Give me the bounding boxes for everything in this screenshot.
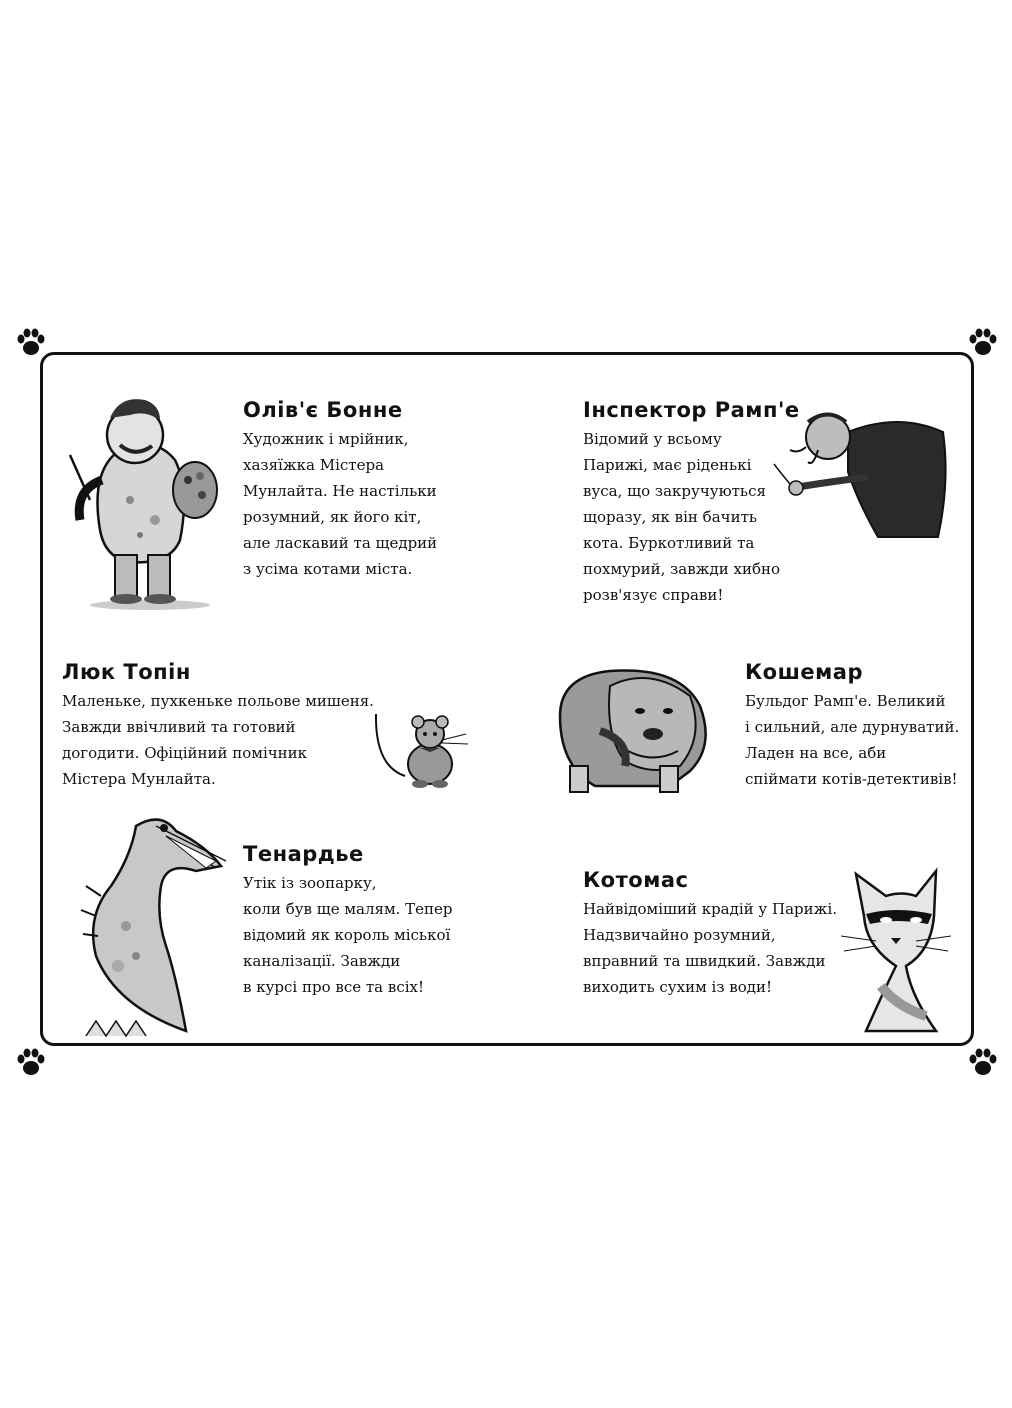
paw-print-icon	[966, 326, 1000, 360]
character-name: Інспектор Рамп'е	[583, 398, 800, 422]
character-description: Художник і мрійник, хазяїжка Містера Мунлайта. Не настільки розумний, як його кіт, але ласкавий та щедрий з усіма котами міста.	[243, 430, 438, 578]
bulldog-illustration	[540, 656, 724, 800]
paw-print-icon	[966, 1046, 1000, 1080]
crocodile-illustration	[56, 806, 232, 1038]
painter-illustration	[60, 380, 220, 612]
character-name: Люк Топін	[62, 660, 191, 684]
character-description: Найвідоміший крадій у Парижі. Надзвичайно розумний, вправний та швидкий. Завжди виходить сухим із води!	[583, 900, 838, 996]
character-description: Маленьке, пухкеньке польове мишеня. Завжди ввічливий та готовий догодити. Офіційний помічник Містера Мунлайта.	[62, 692, 374, 788]
character-name: Кошемар	[745, 660, 864, 684]
character-description: Відомий у всьому Парижі, має ріденькі вуса, що закручуються щоразу, як він бачить кота. Буркотливий та похмурий, завжди хибно розв'язує справи!	[583, 430, 780, 604]
mouse-illustration	[370, 706, 476, 792]
inspector-illustration	[768, 392, 954, 544]
paw-print-icon	[14, 1046, 48, 1080]
character-description: Бульдог Рамп'е. Великий і сильний, але дурнуватий. Ладен на все, аби спіймати котів-детективів!	[745, 692, 960, 788]
character-name: Олів'є Бонне	[243, 398, 403, 422]
character-name: Котомас	[583, 868, 689, 892]
cat-illustration	[836, 866, 956, 1036]
paw-print-icon	[14, 326, 48, 360]
character-description: Утік із зоопарку, коли був ще малям. Тепер відомий як король міської каналізації. Завжди в курсі про все та всіх!	[243, 874, 453, 996]
character-name: Тенардье	[243, 842, 364, 866]
